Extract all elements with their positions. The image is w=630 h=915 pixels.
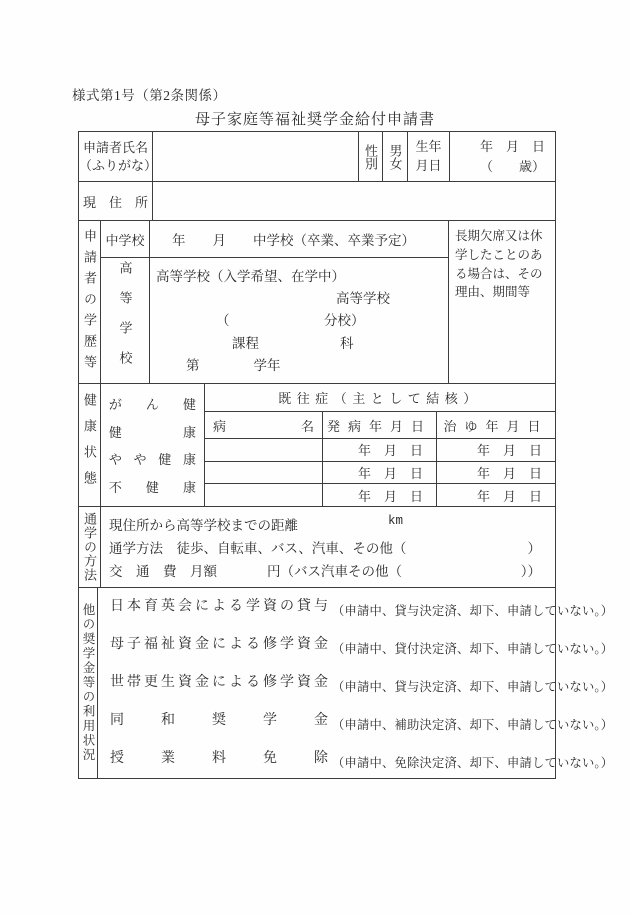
medical-history-row (205, 439, 555, 462)
junior-high-label: 中学校 (101, 221, 150, 257)
medical-history-columns (205, 412, 555, 439)
high-school-row (101, 258, 448, 383)
disease-field (205, 462, 323, 484)
form-number: 様式第1号（第2条関係） (72, 88, 227, 103)
high-school-line5: 第 学年 (186, 357, 281, 373)
applicant-name-field (153, 132, 359, 181)
scholarship-title: 同和奨学金 (110, 713, 328, 728)
commute-section-label: 通学の方法 (82, 512, 97, 582)
gender-label: 性別 (363, 143, 378, 170)
education-section-label: 申請者の学歴等 (82, 228, 97, 376)
education-detail (101, 221, 449, 383)
scholarship-row (98, 702, 613, 740)
health-section-label: 健康状態 (81, 393, 97, 497)
column-cured: 治ゆ年月日 (443, 418, 549, 434)
health-option-robust: がん健 (108, 397, 196, 413)
health-option-unhealthy: 不健康 (108, 479, 196, 495)
gender-options-cell (383, 132, 408, 181)
high-school-label: 高等学校 (117, 260, 133, 381)
commute-fare-close-paren: ）） (520, 564, 541, 580)
scholarship-title: 母子福祉資金による修学資金 (110, 637, 328, 652)
commute-method-close-paren: ） (527, 540, 541, 556)
scholarship-title: 世帯更生資金による修学資金 (110, 675, 328, 690)
page-title: 母子家庭等福祉奨学金給付申請書 (194, 112, 435, 128)
health-option-healthy: 健康 (108, 424, 196, 440)
scholarship-row (98, 626, 613, 664)
birthdate-label-line2: 月日 (415, 157, 442, 173)
scholarship-status-options: （申請中、貸与決定済、却下、申請していない。） (332, 680, 614, 694)
address-field (153, 182, 555, 220)
column-disease: 病名 (205, 412, 323, 438)
scholarship-title: 日本育英会による学資の貸与 (110, 599, 328, 614)
address-label: 現 住 所 (79, 182, 153, 220)
gender-label-cell (359, 132, 383, 181)
cured-field: 年 月 日 (476, 443, 542, 459)
onset-field: 年 月 日 (323, 462, 437, 484)
scholarship-status-options: （申請中、貸与決定済、却下、申請していない。） (332, 604, 614, 618)
junior-high-row (101, 221, 448, 258)
commute-fare-line (109, 560, 555, 580)
scholarship-row (98, 664, 613, 702)
scholarship-status-options: （申請中、貸付決定済、却下、申請していない。） (332, 642, 614, 656)
applicant-name-row (79, 132, 555, 182)
applicant-name-label-line2: （ふりがな） (79, 157, 158, 173)
disease-field (205, 439, 323, 461)
scholarship-title: 授業料免除 (110, 751, 328, 766)
medical-history-table (205, 384, 555, 506)
birthdate-field (450, 132, 555, 181)
scholarship-row (98, 588, 613, 626)
high-school-line1: 高等学校（入学希望、在学中） (156, 269, 345, 285)
applicant-name-label-line1: 申請者氏名 (82, 139, 148, 155)
junior-high-field: 年 月 中学校（卒業、卒業予定） (172, 233, 415, 248)
birthdate-ymd: 年 月 日 (479, 139, 545, 154)
high-school-label-cell (101, 258, 150, 383)
application-form-table (78, 131, 614, 779)
column-onset: 発病年月日 (323, 412, 437, 438)
commute-section (79, 507, 555, 588)
medical-history-row (205, 484, 555, 506)
absence-note: 長期欠席又は休学したことのある場合は、その理由、期間等 (455, 229, 543, 300)
other-scholarships-rows (98, 588, 613, 778)
commute-distance-line (109, 514, 555, 534)
gender-options: 男女 (387, 143, 403, 170)
commute-detail (101, 507, 555, 587)
high-school-line3: （ 分校） (216, 313, 365, 329)
address-row (79, 182, 555, 221)
health-section-label-cell (79, 384, 101, 506)
commute-section-label-cell (79, 507, 101, 587)
commute-method-label: 通学方法 徒歩、自転車、バス、汽車、その他（ (109, 540, 407, 556)
other-scholarships-label: 他の奨学金等の利用状況 (81, 603, 95, 763)
education-section (79, 221, 555, 384)
cured-field: 年 月 日 (476, 488, 542, 504)
high-school-line4: 課程 科 (232, 335, 354, 351)
cured-field: 年 月 日 (476, 466, 542, 481)
scholarship-status-options: （申請中、補助決定済、却下、申請していない。） (332, 718, 614, 732)
onset-field: 年 月 日 (323, 484, 437, 506)
medical-history-header: 既往症（主として結核） (205, 384, 555, 412)
high-school-line2: 高等学校 (336, 291, 390, 307)
commute-distance-unit: km (388, 513, 404, 528)
medical-history-row (205, 462, 555, 485)
applicant-name-label (79, 132, 158, 181)
high-school-field (150, 258, 448, 383)
other-scholarships-section (79, 588, 614, 778)
birthdate-label-line1: 生年 (415, 139, 442, 155)
onset-field: 年 月 日 (323, 439, 437, 461)
birthdate-age: （ 歳） (479, 158, 545, 174)
other-scholarships-label-cell (79, 588, 98, 778)
disease-field (205, 484, 323, 506)
scholarship-row (98, 740, 613, 778)
commute-method-line (109, 537, 555, 557)
birthdate-label-cell (408, 132, 450, 181)
commute-fare-label: 交 通 費 月額 (109, 564, 217, 580)
commute-fare-mid: 円（バス汽車その他（ (267, 564, 402, 580)
health-option-somewhat: やや健康 (108, 452, 196, 468)
health-options (101, 384, 205, 506)
commute-distance-label: 現住所から高等学校までの距離 (109, 517, 298, 533)
health-section (79, 384, 555, 507)
scholarship-status-options: （申請中、免除決定済、却下、申請していない。） (332, 756, 614, 770)
education-section-label-cell (79, 221, 101, 383)
